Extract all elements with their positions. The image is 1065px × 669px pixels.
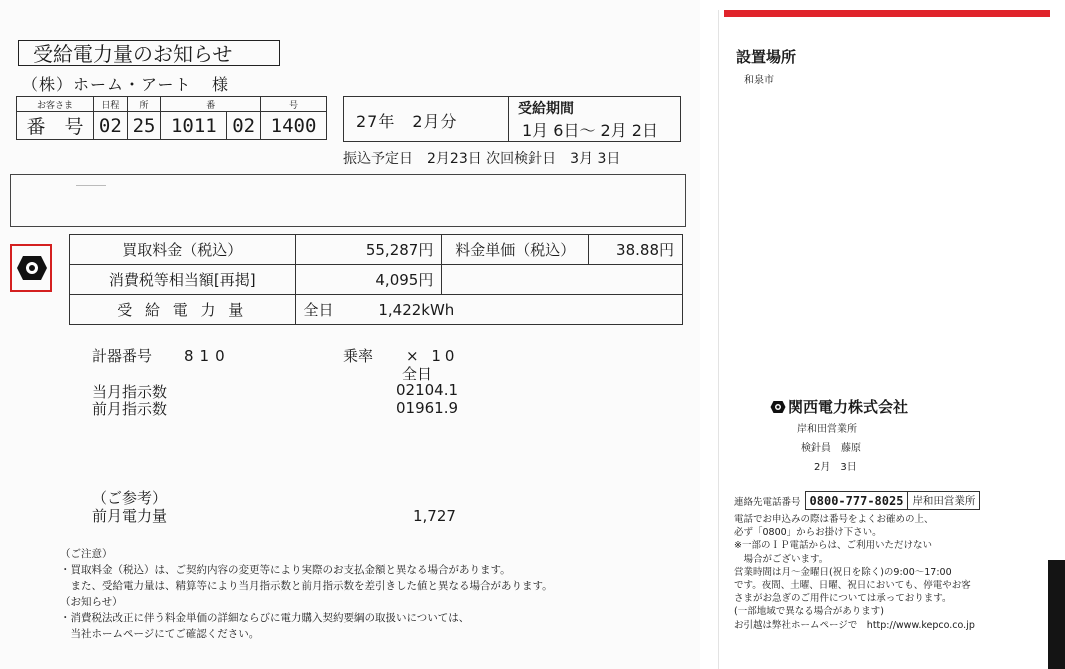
multiplier-value: × 10 bbox=[406, 347, 459, 365]
notes-text: （ご注意） ・買取料金（税込）は、ご契約内容の変更等により実際のお支払金額と異なる場合があります。 また、受給電力量は、精算等により当月指示数と前月指示数を差引きした値と異なる場合があります。 （お知らせ） ・消費税法改正に伴う料金単価の詳細ならびに電力購入契約要綱の取扱いについては、 当社ホームページにてご確認ください。 bbox=[60, 548, 553, 640]
customer-number-cell: 02 bbox=[227, 112, 261, 140]
billing-period-box bbox=[343, 96, 681, 142]
customer-number-header: 日程 bbox=[94, 97, 128, 112]
divider bbox=[76, 185, 106, 186]
customer-number-header: 番 bbox=[161, 97, 261, 112]
customer-number-cell: 1011 bbox=[161, 112, 227, 140]
divider bbox=[508, 97, 509, 141]
current-reading-value: 02104.1 bbox=[396, 381, 459, 399]
company-name: 関西電力株式会社 bbox=[788, 398, 909, 416]
payment-schedule: 振込予定日 2月23日 次回検針日 3月 3日 bbox=[343, 151, 621, 167]
tax-amount-label: 消費税等相当額[再掲] bbox=[70, 265, 296, 295]
customer-number-cell: 1400 bbox=[261, 112, 327, 140]
meter-number-label: 計器番号 bbox=[92, 347, 153, 365]
customer-honorific: 様 bbox=[212, 75, 229, 94]
energy-cell bbox=[295, 295, 682, 325]
previous-reading-label: 前月指示数 bbox=[92, 400, 168, 418]
install-location-city: 和泉市 bbox=[744, 75, 774, 86]
contact-label: 連絡先電話番号 bbox=[734, 496, 801, 508]
reference-heading: （ご参考） bbox=[92, 489, 168, 507]
previous-reading-value: 01961.9 bbox=[396, 399, 459, 417]
period-range: 1月 6日～ 2月 2日 bbox=[522, 121, 658, 140]
header-panel bbox=[10, 174, 686, 227]
customer-number-label-top: お客さま bbox=[17, 97, 94, 112]
accent-band bbox=[724, 10, 1050, 17]
current-reading-label: 当月指示数 bbox=[92, 383, 168, 401]
contact-notes: 電話でお申込みの際は番号をよくお確めの上、 必ず「0800」からお掛け下さい。 ※一部のＩＰ電話からは、ご利用いただけない 場合がございます。 営業時間は月～金曜日(祝日を除く)の9:00～17:00 です。夜間、土曜、日曜、祝日においても、停電やお客 さまがお急ぎのご用件については承っております。 (一部地域で異なる場合があります) お引越は弊社ホームページで http://www.kepco.co.jp bbox=[734, 514, 975, 631]
tax-amount-value: 4,095円 bbox=[295, 265, 442, 295]
purchase-amount-label: 買取料金（税込） bbox=[70, 235, 296, 265]
customer-number-header: 所 bbox=[127, 97, 161, 112]
period-label: 受給期間 bbox=[518, 101, 574, 117]
customer-number-header: 号 bbox=[261, 97, 327, 112]
company-name-line bbox=[770, 396, 908, 417]
customer-number-table bbox=[16, 96, 327, 140]
kepco-logo-icon bbox=[770, 400, 786, 414]
energy-value: 1,422kWh bbox=[378, 301, 455, 319]
empty-cell bbox=[442, 265, 683, 295]
customer-name: （株）ホーム・アート bbox=[22, 75, 192, 94]
meter-reader: 検針員 藤原 bbox=[801, 443, 861, 454]
kepco-logo-icon bbox=[10, 244, 52, 292]
customer-number-label-bottom: 番 号 bbox=[17, 112, 94, 140]
billing-month: 27年 2月分 bbox=[356, 112, 458, 131]
unit-price-value: 38.88円 bbox=[589, 235, 683, 265]
unit-price-label: 料金単価（税込） bbox=[442, 235, 589, 265]
previous-energy-label: 前月電力量 bbox=[92, 507, 168, 525]
scan-edge bbox=[1048, 560, 1065, 669]
customer-number-cell: 25 bbox=[127, 112, 161, 140]
amount-table bbox=[69, 234, 683, 325]
office-name: 岸和田営業所 bbox=[797, 424, 857, 435]
contact-phone: 0800-777-8025 bbox=[805, 492, 908, 510]
purchase-amount-value: 55,287円 bbox=[295, 235, 442, 265]
energy-label: 受 給 電 力 量 bbox=[70, 295, 296, 325]
energy-period: 全日 bbox=[303, 301, 334, 319]
page-title: 受給電力量のお知らせ bbox=[18, 40, 280, 66]
customer-number-cell: 02 bbox=[94, 112, 128, 140]
install-location-title: 設置場所 bbox=[736, 48, 797, 66]
multiplier-label: 乗率 bbox=[343, 347, 374, 365]
reading-period: 全日 bbox=[402, 365, 433, 383]
reading-date: 2月 3日 bbox=[814, 462, 857, 473]
contact-office: 岸和田営業所 bbox=[908, 492, 980, 510]
contact-table bbox=[734, 491, 980, 510]
meter-number-value: 810 bbox=[184, 347, 231, 365]
previous-energy-value: 1,727 bbox=[413, 507, 456, 525]
